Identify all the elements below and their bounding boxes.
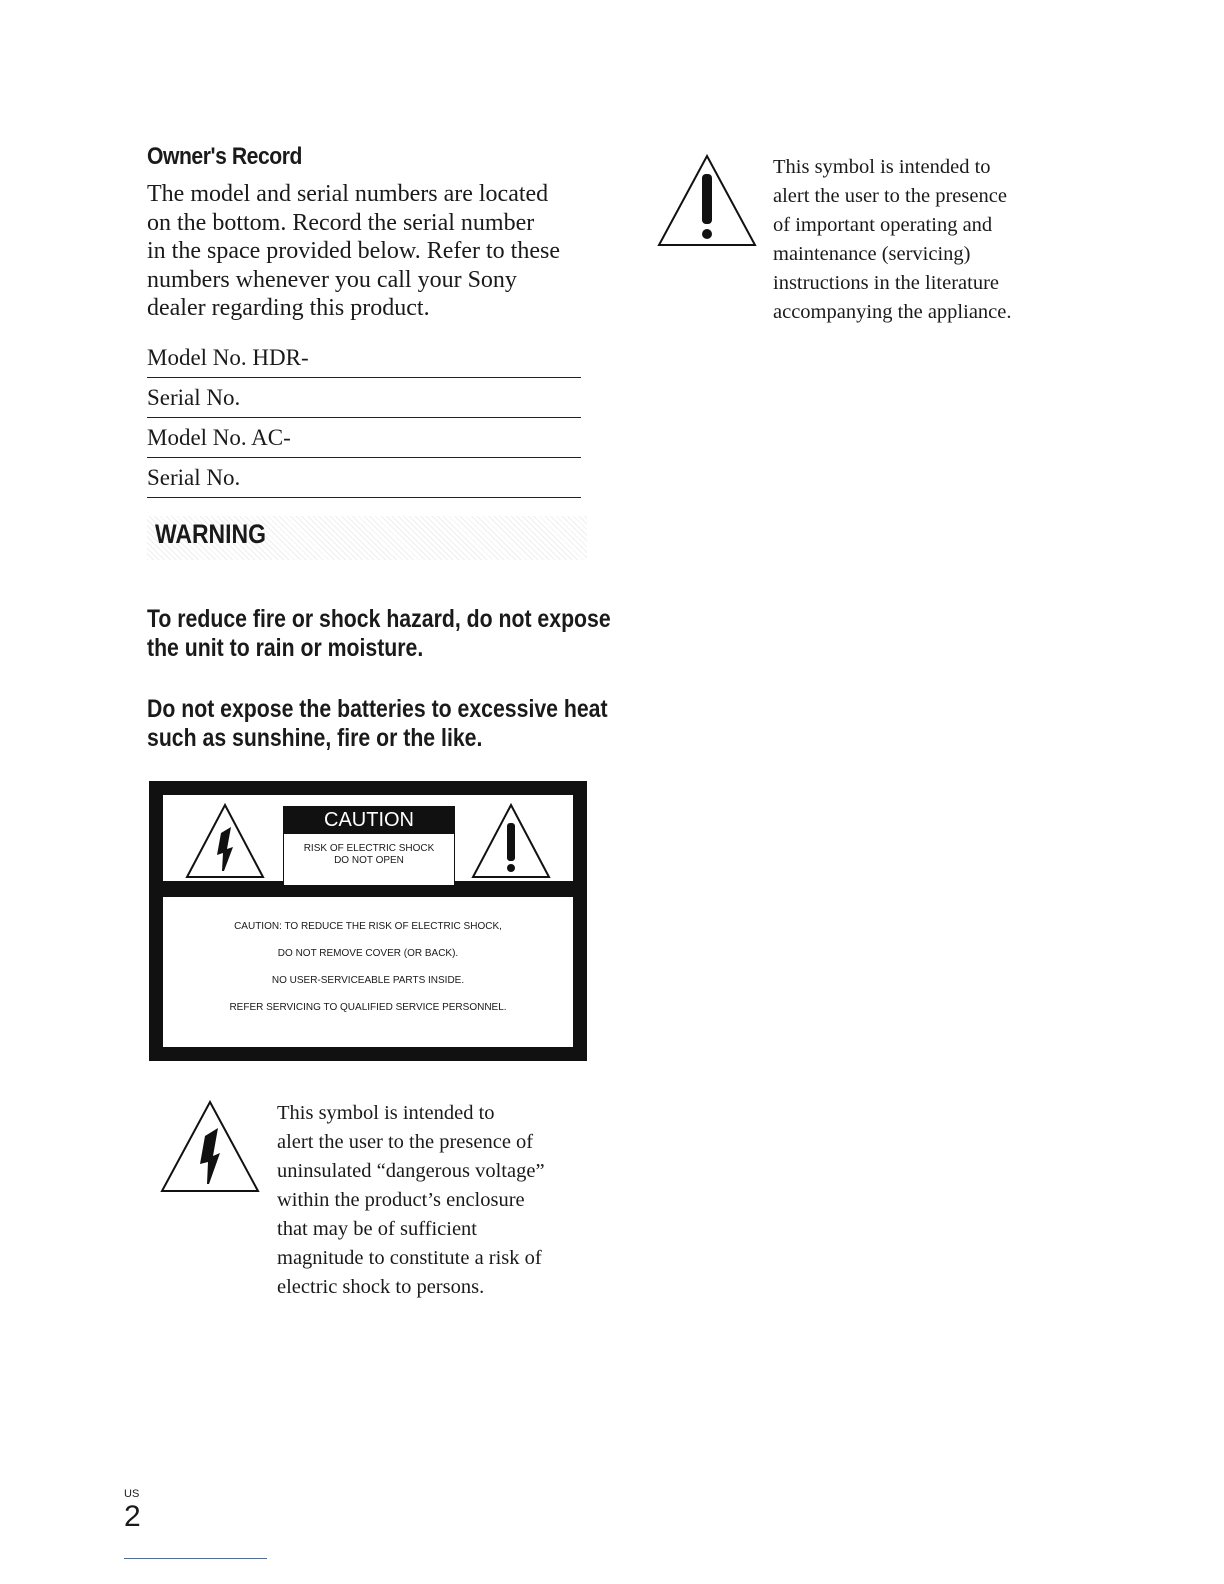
warning-label: WARNING [155,519,266,549]
exclamation-triangle-icon [471,803,551,879]
text-line: DO NOT REMOVE COVER (OR BACK). [277,948,459,959]
text-line: alert the user to the presence of [277,1131,534,1153]
text-line: maintenance (servicing) [773,243,971,265]
text-line: DO NOT OPEN [334,855,404,866]
text-line: the unit to rain or moisture. [147,634,424,662]
page-region-label: US [124,1488,140,1500]
caution-box [149,781,587,1061]
text-line: numbers whenever you call your Sony [147,266,517,293]
exclamation-symbol-description [773,153,1012,327]
voltage-symbol-description [277,1099,545,1302]
text-line: in the space provided below. Refer to these [147,238,560,264]
footer-rule [124,1558,267,1559]
text-line: on the bottom. Record the serial number [147,209,535,236]
text-line: alert the user to the presence [773,185,1007,207]
caution-box-top [163,795,573,881]
model-hdr-field[interactable]: Model No. HDR- [147,339,581,378]
text-line: REFER SERVICING TO QUALIFIED SERVICE PERSONNEL. [229,1002,507,1013]
caution-label [283,806,455,886]
model-ac-field[interactable]: Model No. AC- [147,419,581,458]
text-line: This symbol is intended to [773,156,991,178]
page-number: 2 [124,1500,141,1533]
caution-title: CAUTION [284,807,454,834]
text-line: RISK OF ELECTRIC SHOCK [303,843,435,854]
text-line: To reduce fire or shock hazard, do not expose [147,605,611,633]
lightning-triangle-icon [160,1100,260,1194]
text-line: that may be of sufficient [277,1218,478,1240]
text-line: uninsulated “dangerous voltage” [277,1160,545,1182]
caution-box-text [163,897,573,1047]
text-line: within the product’s enclosure [277,1189,525,1211]
text-line: This symbol is intended to [277,1102,495,1124]
owners-record-heading: Owner's Record [147,143,302,170]
caution-subtitle [284,843,454,867]
warning-paragraph-2 [147,695,608,753]
text-line: instructions in the literature [773,272,1000,294]
text-line: such as sunshine, fire or the like. [147,724,483,752]
text-line: accompanying the appliance. [773,301,1012,323]
text-line: NO USER-SERVICEABLE PARTS INSIDE. [271,975,465,986]
lightning-triangle-icon [185,803,265,879]
text-line: Do not expose the batteries to excessive heat [147,695,608,723]
text-line: CAUTION: TO REDUCE THE RISK OF ELECTRIC SHOCK, [234,921,502,932]
exclamation-triangle-icon [657,154,757,248]
owners-record-paragraph [147,180,560,323]
text-line: The model and serial numbers are located [147,181,549,207]
text-line: magnitude to constitute a risk of [277,1247,542,1269]
serial-field-2[interactable]: Serial No. [147,459,581,498]
warning-paragraph-1 [147,605,611,663]
text-line: dealer regarding this product. [147,295,430,321]
serial-field-1[interactable]: Serial No. [147,379,581,418]
text-line: electric shock to persons. [277,1276,485,1298]
text-line: of important operating and [773,214,993,236]
